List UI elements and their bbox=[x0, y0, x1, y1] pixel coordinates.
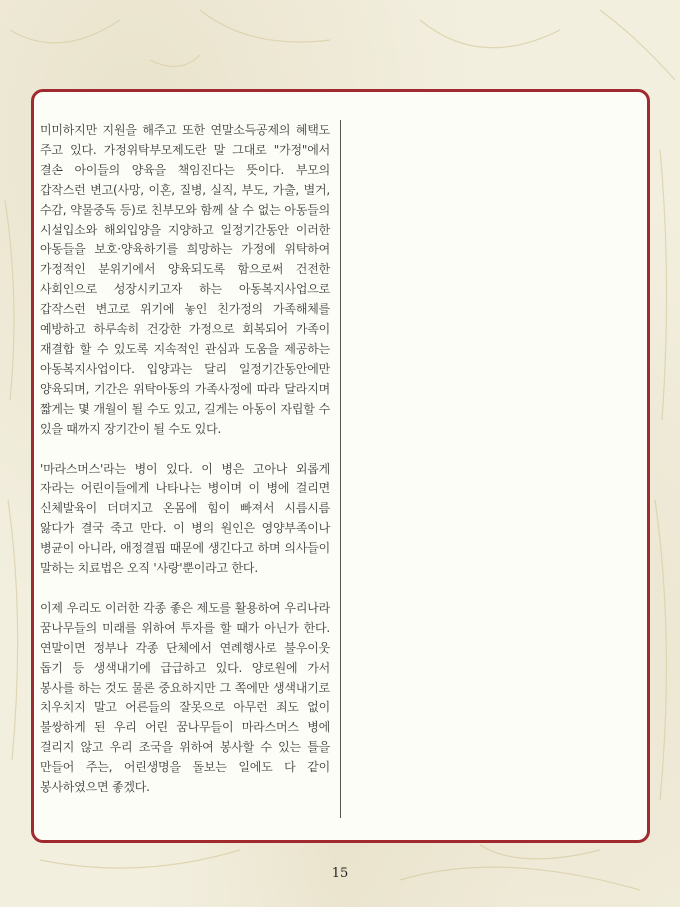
paragraph-foster-care: 미미하지만 지원을 해주고 또한 연말소득공제의 혜택도 주고 있다. 가정위탁부모제도란 말 그대로 "가정"에서 결손 아이들의 양육을 책임진다는 뜻이다. 부모의 갑작스런 변고(사망, 이혼, 질병, 실직, 부도, 가출, 별거, 수감, 약물중독 등)로 친부모와 함께 살 수 없는 아동들의 시설입소와 해외입양을 지양하고 일정기간동안 이러한 아동들을 보호·양육하기를 희망하는 가정에 위탁하여 가정적인 분위기에서 양육되도록 함으로써 건전한 사회인으로 성장시키고자 하는 아동복지사업으로 갑작스런 변고로 위기에 놓인 친가정의 가족해체를 예방하고 하루속히 건강한 가정으로 회복되어 가족이 재결합 할 수 있도록 지속적인 관심과 도움을 제공하는 아동복지사업이다. 입양과는 달리 일정기간동안에만 양육되며, 기간은 위탁아동의 가족사정에 따라 달라지며 짧게는 몇 개월이 될 수도 있고, 길게는 아동이 자립할 수 있을 때까지 장기간이 될 수도 있다. bbox=[40, 123, 330, 436]
column-divider bbox=[340, 120, 341, 818]
page-number: 15 bbox=[331, 866, 349, 881]
paragraph-conclusion: 이제 우리도 이러한 각종 좋은 제도를 활용하여 우리나라 꿈나무들의 미래를 위하여 투자를 할 때가 아닌가 한다. 연말이면 정부나 각종 단체에서 연례행사로 불우이웃 돕기 등 생색내기에 급급하고 있다. 양로원에 가서 봉사를 하는 것도 물론 중요하지만 그 쪽에만 생색내기로 치우치지 말고 어른들의 잘못으로 아무런 죄도 없이 불쌍하게 된 우리 어린 꿈나무들이 마라스머스 병에 걸리지 않고 우리 조국을 위하여 봉사할 수 있는 틀을 만들어 주는, 어린생명을 돌보는 일에도 다 같이 봉사하였으면 좋겠다. bbox=[40, 600, 330, 795]
article-text-column bbox=[40, 121, 330, 818]
paragraph-marasmus: '마라스머스'라는 병이 있다. 이 병은 고아나 외롭게 자라는 어린이들에게 나타나는 병이며 이 병에 걸리면 신체발육이 더뎌지고 온몸에 힘이 빠져서 시름시름 앓다가 결국 죽고 만다. 이 병의 원인은 영양부족이나 병균이 아니라, 애정결핍 때문에 생긴다고 하며 의사들이 말하는 치료법은 오직 '사랑'뿐이라고 한다. bbox=[40, 461, 330, 576]
